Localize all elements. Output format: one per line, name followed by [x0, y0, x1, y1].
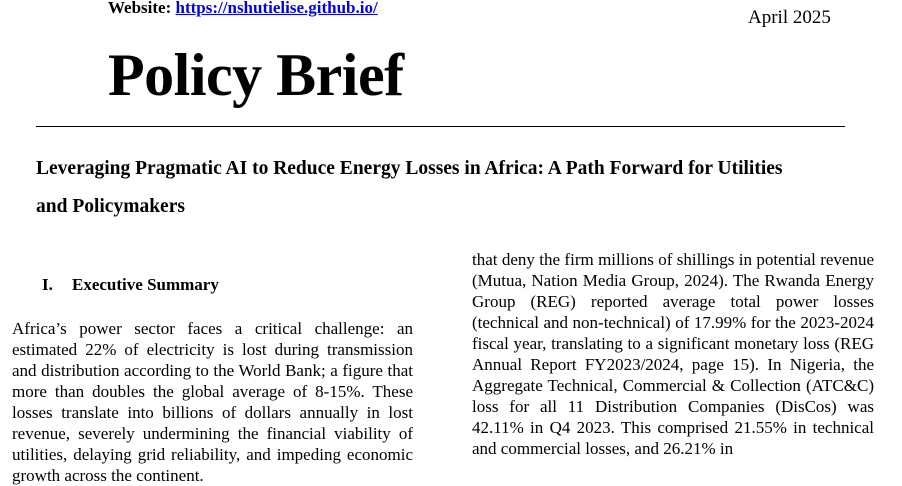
- document-subtitle: Leveraging Pragmatic AI to Reduce Energy Losses in Africa: A Path Forward for Utilities and Policymakers: [36, 158, 783, 217]
- right-column: [472, 249, 874, 459]
- left-column-paragraph: Africa’s power sector faces a critical challenge: an estimated 22% of electricity is lost during transmission and distribution according to the World Bank; a figure that more than doubles the global average of 8-15%. These losses translate into billions of dollars annually in lost revenue, severely undermining the financial viability of utilities, delaying grid reliability, and impeding economic growth across the continent.: [12, 319, 413, 485]
- section-heading: [42, 274, 219, 296]
- page-title: Policy Brief: [108, 42, 404, 108]
- section-number: I.: [42, 275, 53, 294]
- publication-date: April 2025: [748, 7, 831, 28]
- website-line: [108, 0, 378, 19]
- left-column: [12, 318, 413, 486]
- section-title: Executive Summary: [72, 275, 219, 294]
- right-column-paragraph: that deny the firm millions of shillings in potential revenue (Mutua, Nation Media Group, 2024). The Rwanda Energy Group (REG) reported average total power losses (technical and non-technical) of 17.99% for the 2023-2024 fiscal year, translating to a significant monetary loss (REG Annual Report FY2023/2024, page 15). In Nigeria, the Aggregate Technical, Commercial & Collection (ATC&C) loss for all 11 Distribution Companies (DisCos) was 42.11% in Q4 2023. This comprised 21.55% in technical and commercial losses, and 26.21% in: [472, 250, 874, 458]
- title-divider: [36, 126, 845, 127]
- website-label: Website:: [108, 0, 172, 17]
- website-link[interactable]: https://nshutielise.github.io/: [175, 0, 378, 17]
